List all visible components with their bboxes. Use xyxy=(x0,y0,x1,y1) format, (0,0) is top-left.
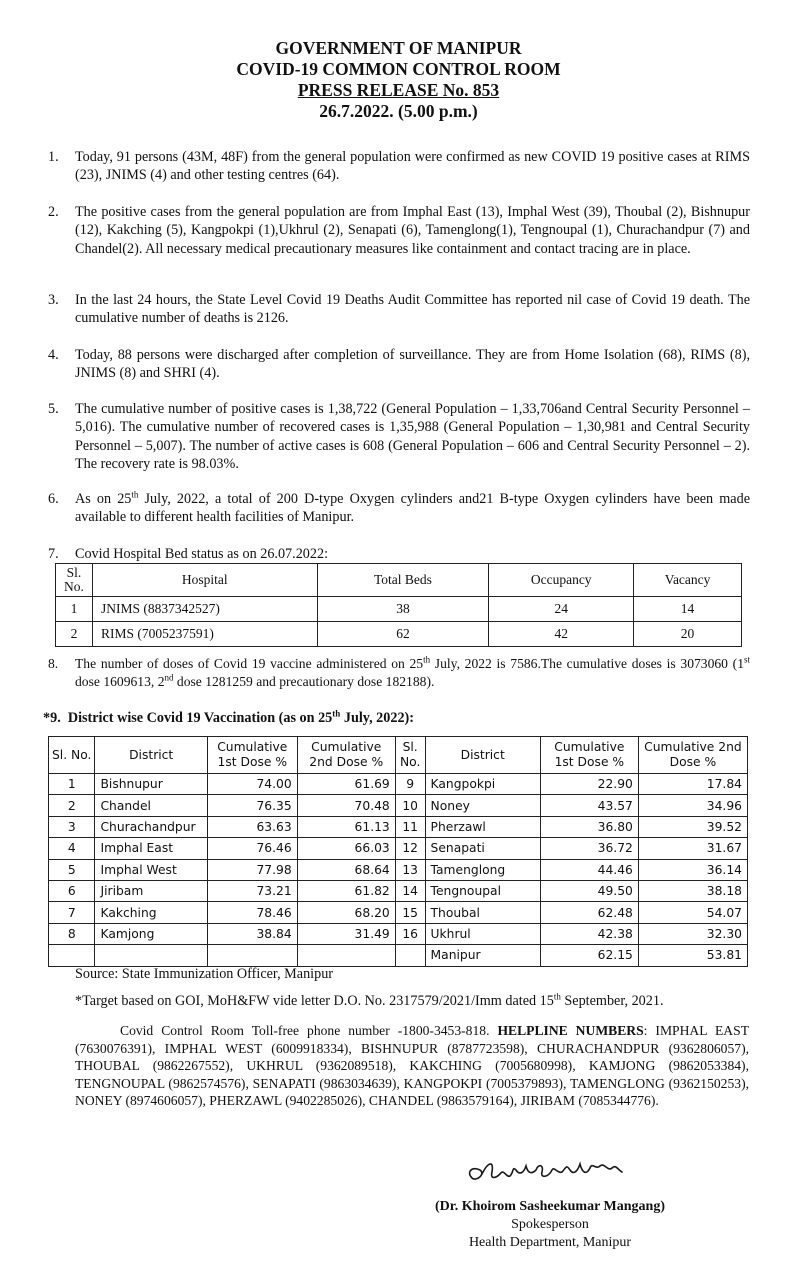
table-cell: 12 xyxy=(395,838,425,859)
table-cell: 38.18 xyxy=(638,880,747,901)
table-cell: 3 xyxy=(49,816,95,837)
control-room-title: COVID-19 COMMON CONTROL ROOM xyxy=(236,59,561,79)
item-text: Today, 91 persons (43M, 48F) from the general population were confirmed as new COVID 19 positive cases at RIMS (23), JNIMS (4) and other testing centres (64). xyxy=(75,149,750,184)
column-header: Total Beds xyxy=(317,564,489,597)
source-note: Source: State Immunization Officer, Manipur xyxy=(75,966,334,982)
table-cell: 54.07 xyxy=(638,902,747,923)
document-header xyxy=(0,38,797,122)
table-cell: Kakching xyxy=(95,902,207,923)
table-cell: Jiribam xyxy=(95,880,207,901)
table-row xyxy=(49,945,748,966)
table-cell: 62.48 xyxy=(540,902,638,923)
table-cell: 36.14 xyxy=(638,859,747,880)
govt-title: GOVERNMENT OF MANIPUR xyxy=(275,38,522,58)
table-cell: 61.82 xyxy=(297,880,395,901)
table-cell: 2 xyxy=(49,795,95,816)
column-header: Sl. No. xyxy=(56,564,93,597)
release-date: 26.7.2022. (5.00 p.m.) xyxy=(319,101,478,121)
item-text: Today, 88 persons were discharged after completion of surveillance. They are from Home Isolation (68), RIMS (8), JNIMS (8) and SHRI (4). xyxy=(75,347,750,382)
table-cell: 15 xyxy=(395,902,425,923)
table-cell xyxy=(95,945,207,966)
table-cell: 68.64 xyxy=(297,859,395,880)
item-text: Covid Hospital Bed status as on 26.07.2022: xyxy=(75,546,329,562)
table-cell: 34.96 xyxy=(638,795,747,816)
table-cell: 66.03 xyxy=(297,838,395,859)
table-row xyxy=(49,774,748,795)
item-9-heading: *9. District wise Covid 19 Vaccination (as on 25th July, 2022): xyxy=(43,708,414,726)
table-cell: 68.20 xyxy=(297,902,395,923)
table-cell: Noney xyxy=(425,795,540,816)
column-header: Sl. No. xyxy=(395,737,425,774)
table-cell: Pherzawl xyxy=(425,816,540,837)
table-cell: 53.81 xyxy=(638,945,747,966)
table-row xyxy=(49,816,748,837)
handwritten-signature xyxy=(462,1152,637,1192)
table-cell xyxy=(395,945,425,966)
table-cell: Senapati xyxy=(425,838,540,859)
table-cell: 43.57 xyxy=(540,795,638,816)
table-cell: 14 xyxy=(395,880,425,901)
column-header: Vacancy xyxy=(634,564,742,597)
table-cell: 8 xyxy=(49,923,95,944)
table-cell: 17.84 xyxy=(638,774,747,795)
table-row xyxy=(49,795,748,816)
item-1: 1. Today, 91 persons (43M, 48F) from the general population were confirmed as new COVID 19 positive cases at RIMS (23), JNIMS (4) and other testing centres (64). xyxy=(48,149,750,184)
column-header: District xyxy=(95,737,207,774)
table-cell: 77.98 xyxy=(207,859,297,880)
signatory-department: Health Department, Manipur xyxy=(468,1235,632,1250)
table-cell xyxy=(297,945,395,966)
item-text: In the last 24 hours, the State Level Covid 19 Deaths Audit Committee has reported nil case of Covid 19 death. The cumulative number of deaths is 2126. xyxy=(75,292,750,327)
district-vaccination-table xyxy=(48,736,748,967)
signatory-title: Spokesperson xyxy=(511,1217,589,1232)
table-cell: 36.80 xyxy=(540,816,638,837)
table-cell: 6 xyxy=(49,880,95,901)
table-cell: Tamenglong xyxy=(425,859,540,880)
column-header: Cumulative 2nd Dose % xyxy=(297,737,395,774)
table-cell: 13 xyxy=(395,859,425,880)
table-cell: 44.46 xyxy=(540,859,638,880)
table-row xyxy=(49,923,748,944)
table-cell: 36.72 xyxy=(540,838,638,859)
table-cell: 22.90 xyxy=(540,774,638,795)
item-4: 4. Today, 88 persons were discharged after completion of surveillance. They are from Home Isolation (68), RIMS (8), JNIMS (8) and SHRI (4). xyxy=(48,347,750,382)
table-cell: 11 xyxy=(395,816,425,837)
item-7: 7. Covid Hospital Bed status as on 26.07.2022: xyxy=(48,546,329,562)
table-row xyxy=(49,838,748,859)
table-cell: Chandel xyxy=(95,795,207,816)
item-5: 5. The cumulative number of positive cases is 1,38,722 (General Population – 1,33,706and Central Security Personnel – 5,016). The cumulative number of recovered cases is 1,35,988 (General Population – 1,30,981 and Central Security Personnel – 5,007). The number of active cases is 608 (General Population – 606 and Central Security Personnel – 2). The recovery rate is 98.03%. xyxy=(48,401,750,472)
table-cell: 4 xyxy=(49,838,95,859)
table-cell: Thoubal xyxy=(425,902,540,923)
helpline-paragraph: Covid Control Room Toll-free phone number -1800-3453-818. HELPLINE NUMBERS: IMPHAL EAST (7630076391), IMPHAL WEST (6009918334), BISHNUPUR (8787723598), CHURACHANDPUR (9362806057), THOUBAL (9862267552), UKHRUL (9362089518), KAKCHING (7005680998), KAMJONG (9862053384), TENGNOUPAL (9862574576), SENAPATI (9863034639), KANGPOKPI (7005379893), TAMENGLONG (9362150253), NONEY (8974606057), PHERZAWL (9402285026), CHANDEL (9863579164), JIRIBAM (7085344776). xyxy=(75,1023,749,1109)
table-cell: 39.52 xyxy=(638,816,747,837)
table-cell: 70.48 xyxy=(297,795,395,816)
signatory-name: (Dr. Khoirom Sasheekumar Mangang) xyxy=(435,1199,665,1214)
item-6: 6. As on 25th July, 2022, a total of 200 D-type Oxygen cylinders and21 B-type Oxygen cylinders have been made available to different health facilities of Manipur. xyxy=(48,489,750,526)
table-cell: 61.69 xyxy=(297,774,395,795)
table-cell: 62.15 xyxy=(540,945,638,966)
item-3: 3. In the last 24 hours, the State Level Covid 19 Deaths Audit Committee has reported nil case of Covid 19 death. The cumulative number of deaths is 2126. xyxy=(48,292,750,327)
table-cell xyxy=(207,945,297,966)
table-cell: 76.35 xyxy=(207,795,297,816)
table-row: 2 RIMS (7005237591) 62 42 20 xyxy=(56,622,742,647)
table-cell: 9 xyxy=(395,774,425,795)
signature-block xyxy=(400,1198,700,1252)
item-text: The cumulative number of positive cases is 1,38,722 (General Population – 1,33,706and Central Security Personnel – 5,016). The cumulative number of recovered cases is 1,35,988 (General Population – 1,30,981 and Central Security Personnel – 5,007). The number of active cases is 608 (General Population – 606 and Central Security Personnel – 2). The recovery rate is 98.03%. xyxy=(75,401,750,472)
table-cell: Bishnupur xyxy=(95,774,207,795)
table-cell: 7 xyxy=(49,902,95,923)
column-header: Occupancy xyxy=(489,564,634,597)
table-row xyxy=(49,880,748,901)
table-cell: Tengnoupal xyxy=(425,880,540,901)
table-cell xyxy=(49,945,95,966)
table-cell: 74.00 xyxy=(207,774,297,795)
table-cell: 61.13 xyxy=(297,816,395,837)
table-cell: 31.67 xyxy=(638,838,747,859)
table-cell: Kangpokpi xyxy=(425,774,540,795)
table-row: 1 JNIMS (8837342527) 38 24 14 xyxy=(56,597,742,622)
table-cell: 10 xyxy=(395,795,425,816)
table-cell: 63.63 xyxy=(207,816,297,837)
column-header: Cumulative 1st Dose % xyxy=(540,737,638,774)
table-header-row xyxy=(49,737,748,774)
hospital-bed-table xyxy=(55,563,742,647)
column-header: District xyxy=(425,737,540,774)
column-header: Cumulative 2nd Dose % xyxy=(638,737,747,774)
table-row xyxy=(49,859,748,880)
table-cell: Manipur xyxy=(425,945,540,966)
column-header: Cumulative 1st Dose % xyxy=(207,737,297,774)
table-cell: 5 xyxy=(49,859,95,880)
table-row xyxy=(49,902,748,923)
table-cell: 32.30 xyxy=(638,923,747,944)
table-cell: Imphal West xyxy=(95,859,207,880)
table-cell: 42.38 xyxy=(540,923,638,944)
column-header: Hospital xyxy=(92,564,317,597)
item-2: 2. The positive cases from the general population are from Imphal East (13), Imphal West (39), Thoubal (2), Bishnupur (12), Kakching (5), Kangpokpi (1),Ukhrul (2), Senapati (6), Tamenglong(1), Tengnoupal (1), Churachandpur (7) and Chandel(2). All necessary medical precautionary measures like containment and contact tracing are in place. xyxy=(48,204,750,257)
table-cell: Churachandpur xyxy=(95,816,207,837)
item-text: The positive cases from the general population are from Imphal East (13), Imphal West (39), Thoubal (2), Bishnupur (12), Kakching (5), Kangpokpi (1),Ukhrul (2), Senapati (6), Tamenglong(1), Tengnoupal (1), Churachandpur (7) and Chandel(2). All necessary medical precautionary measures like containment and contact tracing are in place. xyxy=(75,204,750,257)
table-cell: 31.49 xyxy=(297,923,395,944)
table-cell: 1 xyxy=(49,774,95,795)
table-cell: 76.46 xyxy=(207,838,297,859)
target-note: *Target based on GOI, MoH&FW vide letter D.O. No. 2317579/2021/Imm dated 15th September, 2021. xyxy=(75,991,664,1009)
column-header: Sl. No. xyxy=(49,737,95,774)
table-cell: 78.46 xyxy=(207,902,297,923)
table-cell: 73.21 xyxy=(207,880,297,901)
table-cell: Imphal East xyxy=(95,838,207,859)
vaccination-rows xyxy=(49,774,748,967)
item-8: 8. The number of doses of Covid 19 vaccine administered on 25th July, 2022 is 7586.The cumulative doses is 3073060 (1st dose 1609613, 2nd dose 1281259 and precautionary dose 182188). xyxy=(48,654,751,689)
table-cell: 16 xyxy=(395,923,425,944)
press-release-number: PRESS RELEASE No. 853 xyxy=(297,80,500,100)
table-cell: 49.50 xyxy=(540,880,638,901)
table-cell: 38.84 xyxy=(207,923,297,944)
table-header-row xyxy=(56,564,742,597)
table-cell: Kamjong xyxy=(95,923,207,944)
table-cell: Ukhrul xyxy=(425,923,540,944)
